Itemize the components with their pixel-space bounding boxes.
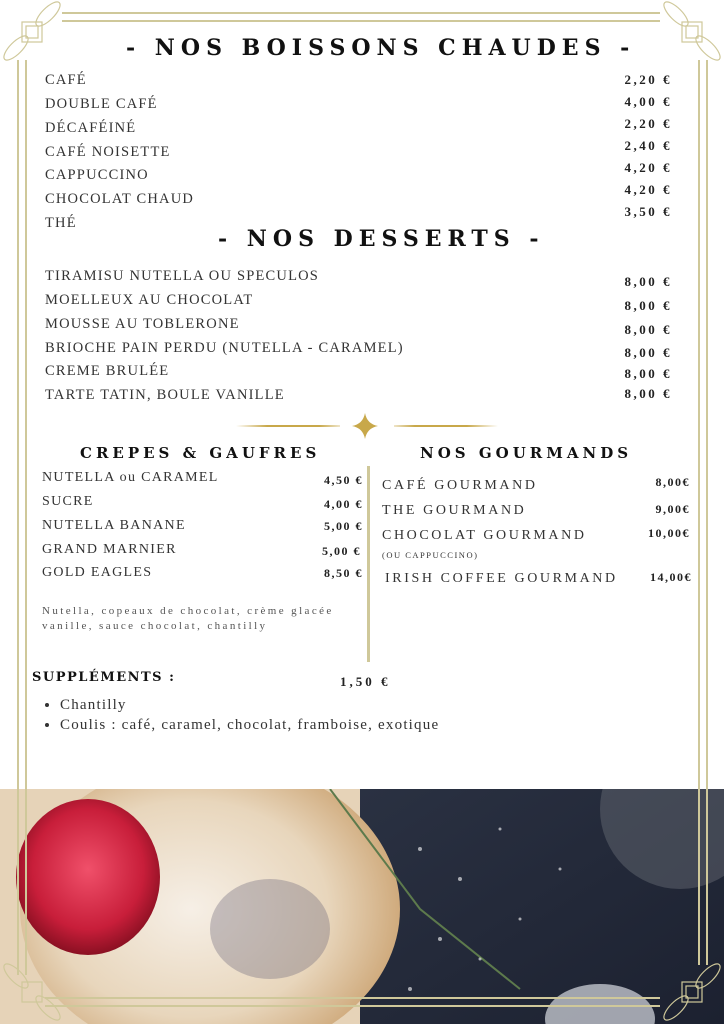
menu-item-name: THÉ (45, 215, 77, 231)
menu-item-name: TARTE TATIN, BOULE VANILLE (45, 387, 285, 403)
menu-item-name: CHOCOLAT GOURMAND (382, 528, 587, 543)
menu-item-name: CAFÉ GOURMAND (382, 478, 538, 493)
menu-item-price: 5,00 € (324, 519, 363, 533)
menu-item-price: 3,50 € (624, 204, 672, 219)
menu-item-price: 4,00 € (624, 94, 672, 109)
menu-item-name: MOELLEUX AU CHOCOLAT (45, 292, 254, 308)
menu-item-name: CHOCOLAT CHAUD (45, 191, 195, 207)
frame-bottom-inner (45, 1005, 660, 1007)
crepes-note: Nutella, copeaux de chocolat, crème glacée vanille, sauce chocolat, chantilly (42, 605, 334, 632)
menu-item-price: 4,20 € (624, 182, 672, 197)
menu-item-price: 14,00€ (650, 570, 692, 584)
frame-top-inner (62, 20, 660, 22)
menu-item-price: 8,00 € (624, 345, 672, 360)
column-divider (367, 466, 370, 662)
menu-item-name: GRAND MARNIER (42, 542, 177, 557)
menu-item-price: 9,00€ (655, 502, 690, 516)
frame-left-inner (25, 60, 27, 975)
menu-item-name: CREME BRULÉE (45, 363, 170, 379)
sparkle-star-icon (352, 413, 378, 439)
section-title-boissons: - NOS BOISSONS CHAUDES - (126, 35, 636, 61)
frame-right-inner (706, 60, 708, 965)
section-title-desserts: - NOS DESSERTS - (218, 226, 545, 252)
menu-item-name: CAFÉ NOISETTE (45, 144, 171, 160)
menu-item-name: IRISH COFFEE GOURMAND (385, 571, 618, 586)
menu-item-name: TIRAMISU NUTELLA OU SPECULOS (45, 268, 320, 284)
menu-item-name: NUTELLA BANANE (42, 518, 186, 533)
supplements-price: 1,50 € (340, 674, 391, 689)
menu-item-name: NUTELLA ou CARAMEL (42, 470, 219, 485)
menu-item-price: 8,50 € (324, 566, 363, 580)
corner-ornament-bottom-left-icon (0, 960, 64, 1024)
menu-item-price: 8,00 € (624, 298, 672, 313)
menu-item-price: 10,00€ (648, 526, 690, 540)
divider-line-left (236, 425, 340, 427)
menu-item-price: 2,20 € (624, 72, 672, 87)
frame-left-outer (17, 60, 19, 975)
menu-item-price: 2,40 € (624, 138, 672, 153)
supplements-title: SUPPLÉMENTS : (32, 670, 176, 685)
dessert-photo (0, 789, 724, 1024)
menu-item-name: THE GOURMAND (382, 503, 527, 518)
section-title-gourmands: NOS GOURMANDS (420, 444, 633, 462)
menu-item-price: 5,00 € (322, 544, 361, 558)
menu-item-price: 8,00 € (624, 322, 672, 337)
menu-item-price: 8,00€ (655, 475, 690, 489)
menu-item-name: BRIOCHE PAIN PERDU (NUTELLA - CARAMEL) (45, 340, 404, 356)
menu-item-name: GOLD EAGLES (42, 565, 153, 580)
menu-item-price: 2,20 € (624, 116, 672, 131)
corner-ornament-top-left-icon (0, 0, 64, 64)
supplements-list (44, 695, 439, 735)
menu-item-price: 4,20 € (624, 160, 672, 175)
menu-item-price: 4,00 € (324, 497, 363, 511)
frame-right-outer (698, 60, 700, 965)
menu-item-price: 8,00 € (624, 274, 672, 289)
menu-item-name: DOUBLE CAFÉ (45, 96, 158, 112)
menu-item-name: MOUSSE AU TOBLERONE (45, 316, 240, 332)
frame-bottom-outer (45, 997, 660, 999)
corner-ornament-top-right-icon (660, 0, 724, 64)
menu-item-name: CAFÉ (45, 72, 87, 88)
menu-item-subnote: (OU CAPPUCCINO) (382, 550, 479, 560)
supplement-item: • Coulis : café, caramel, chocolat, framboise, exotique (60, 715, 439, 735)
corner-ornament-bottom-right-icon (660, 960, 724, 1024)
menu-item-price: 8,00 € (624, 366, 672, 381)
menu-item-price: 8,00 € (624, 386, 672, 401)
menu-item-name: DÉCAFÉINÉ (45, 120, 137, 136)
dessert-photo-art (0, 789, 724, 1024)
menu-item-name: SUCRE (42, 494, 94, 509)
divider-line-right (394, 425, 498, 427)
menu-item-name: CAPPUCCINO (45, 167, 149, 183)
section-title-crepes: CREPES & GAUFRES (80, 444, 321, 462)
frame-top-outer (62, 12, 660, 14)
menu-item-price: 4,50 € (324, 473, 363, 487)
supplement-item: • Chantilly (60, 695, 439, 715)
